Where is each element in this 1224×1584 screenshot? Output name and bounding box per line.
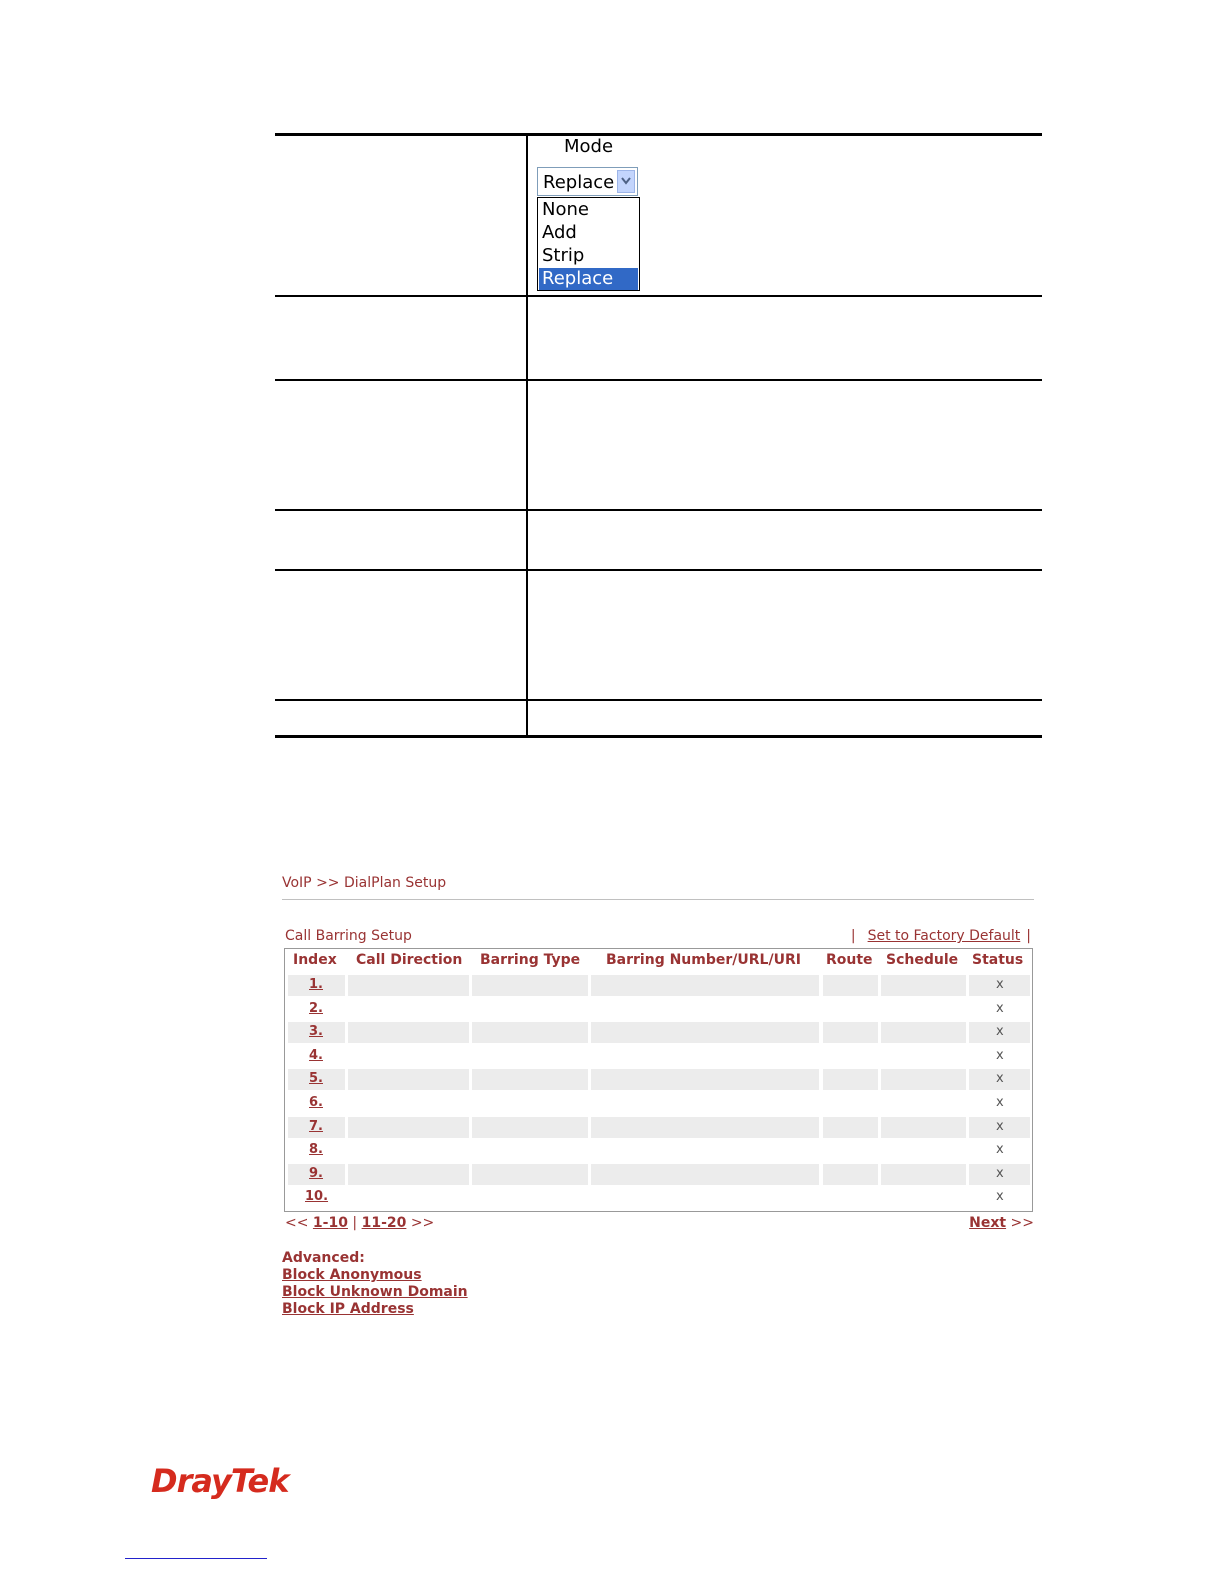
separator: | xyxy=(850,928,856,944)
row-index-link[interactable]: 1. xyxy=(309,977,323,992)
table-row xyxy=(288,1093,1029,1114)
block-ip-address-link[interactable]: Block IP Address xyxy=(282,1301,414,1317)
table-top-rule xyxy=(275,133,1042,136)
breadcrumb: VoIP >> DialPlan Setup xyxy=(282,875,447,891)
column-header-call-direction: Call Direction xyxy=(356,952,463,968)
table-column-divider xyxy=(526,136,528,735)
table-cell xyxy=(348,1069,469,1090)
column-header-index: Index xyxy=(293,952,337,968)
table-cell xyxy=(472,1117,588,1138)
table-row-divider xyxy=(275,509,1042,511)
mode-dropdown-list xyxy=(537,197,640,291)
breadcrumb-divider xyxy=(282,899,1034,900)
table-cell xyxy=(823,999,878,1020)
pager-next-symbol: >> xyxy=(1010,1215,1034,1231)
table-cell xyxy=(881,1046,966,1067)
row-index-link[interactable]: 10. xyxy=(305,1189,329,1205)
table-cell xyxy=(881,975,966,996)
call-barring-panel xyxy=(282,870,1034,1330)
table-row xyxy=(288,1117,1029,1138)
table-cell xyxy=(881,1093,966,1114)
factory-default-group xyxy=(851,928,1031,944)
mode-label: Mode xyxy=(564,136,614,157)
row-index-link[interactable]: 8. xyxy=(309,1142,323,1158)
table-cell xyxy=(823,1117,878,1138)
table-row xyxy=(288,1140,1029,1161)
table-cell xyxy=(472,999,588,1020)
row-status: x xyxy=(996,977,1004,992)
table-cell xyxy=(823,1069,878,1090)
table-row xyxy=(288,999,1029,1020)
mode-select-value: Replace xyxy=(543,172,615,193)
column-header-status: Status xyxy=(972,952,1024,968)
table-cell xyxy=(591,1069,819,1090)
table-cell xyxy=(472,1164,588,1185)
row-status: x xyxy=(996,1118,1004,1134)
row-index-link[interactable]: 3. xyxy=(309,1024,323,1040)
next-page-link[interactable]: Next xyxy=(969,1215,1007,1231)
column-header-route: Route xyxy=(826,952,873,968)
table-cell xyxy=(591,1117,819,1138)
row-status: x xyxy=(996,1047,1004,1063)
row-status: x xyxy=(996,1095,1004,1110)
row-index-link[interactable]: 4. xyxy=(309,1047,323,1063)
footer-rule xyxy=(125,1558,267,1559)
table-cell xyxy=(881,1164,966,1185)
mode-option-replace[interactable]: Replace xyxy=(539,268,638,290)
table-row-divider xyxy=(275,379,1042,381)
table-row-divider xyxy=(275,699,1042,701)
block-anonymous-link[interactable]: Block Anonymous xyxy=(282,1267,422,1283)
table-cell xyxy=(348,1187,469,1208)
table-cell xyxy=(823,1140,878,1161)
table-cell xyxy=(591,1164,819,1185)
table-cell xyxy=(591,1046,819,1067)
table-cell xyxy=(591,975,819,996)
call-barring-table xyxy=(284,948,1033,1212)
document-table xyxy=(275,133,1042,738)
separator: | xyxy=(1026,928,1031,944)
table-cell xyxy=(472,975,588,996)
table-cell xyxy=(881,1187,966,1208)
table-cell xyxy=(881,1140,966,1161)
table-cell xyxy=(591,1140,819,1161)
row-index-link[interactable]: 5. xyxy=(309,1071,323,1087)
table-cell xyxy=(823,1093,878,1114)
table-cell xyxy=(591,1022,819,1043)
table-row xyxy=(288,1069,1029,1090)
table-cell xyxy=(591,999,819,1020)
column-header-barring-type: Barring Type xyxy=(480,952,581,968)
draytek-logo: DrayTek xyxy=(151,1462,289,1500)
table-cell xyxy=(472,1022,588,1043)
table-cell xyxy=(881,1069,966,1090)
table-row-divider xyxy=(275,569,1042,571)
table-cell xyxy=(472,1046,588,1067)
set-factory-default-link[interactable]: Set to Factory Default xyxy=(867,928,1021,944)
table-row xyxy=(288,975,1029,996)
row-index-link[interactable]: 9. xyxy=(309,1165,323,1181)
row-status: x xyxy=(996,1165,1004,1181)
table-cell xyxy=(348,1046,469,1067)
table-row xyxy=(288,1022,1029,1043)
table-row xyxy=(288,1164,1029,1185)
table-cell xyxy=(823,1022,878,1043)
row-status: x xyxy=(996,1000,1004,1016)
chevron-down-icon[interactable] xyxy=(617,170,635,193)
table-cell xyxy=(591,1093,819,1114)
table-cell xyxy=(881,1117,966,1138)
table-cell xyxy=(881,999,966,1020)
row-index-link[interactable]: 2. xyxy=(309,1000,323,1016)
table-cell xyxy=(348,1022,469,1043)
block-unknown-domain-link[interactable]: Block Unknown Domain xyxy=(282,1284,468,1300)
advanced-label: Advanced: xyxy=(282,1250,365,1266)
mode-select[interactable] xyxy=(537,167,638,196)
table-cell xyxy=(823,975,878,996)
row-status: x xyxy=(996,1024,1004,1040)
column-header-schedule: Schedule xyxy=(886,952,959,968)
pager xyxy=(285,1215,434,1231)
row-status: x xyxy=(996,1071,1004,1087)
pager-prev-symbol: << xyxy=(285,1215,309,1231)
table-cell xyxy=(823,1187,878,1208)
pager-next-symbol-inline: >> xyxy=(410,1215,435,1231)
table-cell xyxy=(823,1164,878,1185)
section-title: Call Barring Setup xyxy=(285,928,412,944)
table-cell xyxy=(472,1069,588,1090)
table-cell xyxy=(348,1164,469,1185)
column-header-barring-number: Barring Number/URL/URI xyxy=(606,952,801,968)
mode-option-add[interactable]: Add xyxy=(542,222,577,243)
page-link-11-20[interactable]: 11-20 xyxy=(361,1215,407,1231)
table-cell xyxy=(472,1140,588,1161)
page-link-1-10[interactable]: 1-10 xyxy=(312,1215,348,1231)
table-cell xyxy=(348,975,469,996)
mode-option-strip[interactable]: Strip xyxy=(542,245,585,266)
table-cell xyxy=(348,1093,469,1114)
pager-separator: | xyxy=(352,1215,358,1231)
table-row-divider xyxy=(275,295,1042,297)
mode-option-none[interactable]: None xyxy=(542,199,589,220)
table-cell xyxy=(472,1093,588,1114)
table-cell xyxy=(348,999,469,1020)
row-index-link[interactable]: 7. xyxy=(309,1118,323,1134)
table-cell xyxy=(348,1140,469,1161)
pager-next xyxy=(969,1215,1034,1231)
row-status: x xyxy=(996,1189,1004,1205)
table-cell xyxy=(823,1046,878,1067)
table-row xyxy=(288,1187,1029,1208)
table-cell xyxy=(591,1187,819,1208)
table-bottom-rule xyxy=(275,735,1042,738)
row-index-link[interactable]: 6. xyxy=(309,1095,323,1110)
table-cell xyxy=(881,1022,966,1043)
table-row xyxy=(288,1046,1029,1067)
table-cell xyxy=(472,1187,588,1208)
row-status: x xyxy=(996,1142,1004,1158)
table-cell xyxy=(348,1117,469,1138)
